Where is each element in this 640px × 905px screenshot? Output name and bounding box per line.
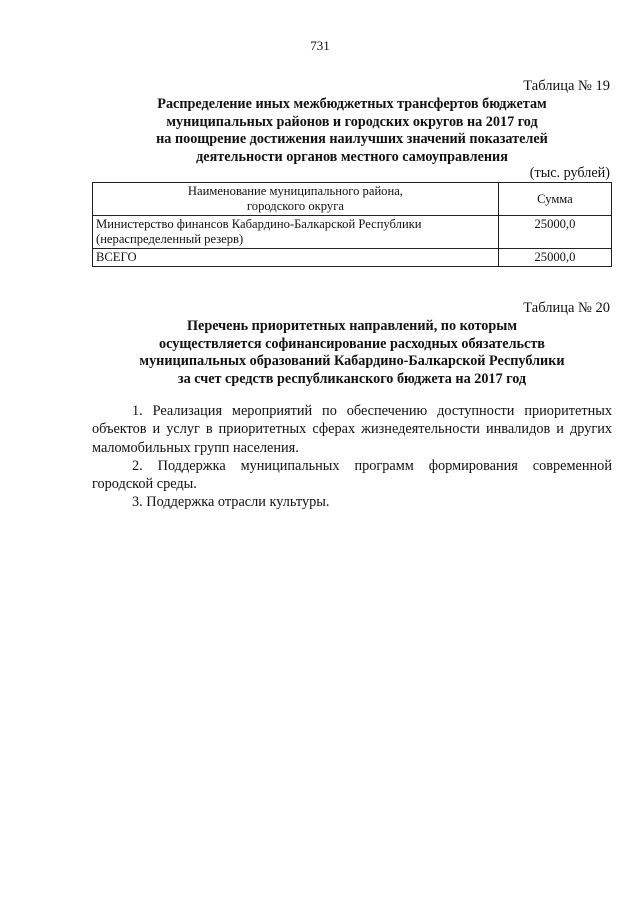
list-item: 2. Поддержка муниципальных программ формирования современной городской среды.: [92, 457, 612, 493]
list-item: 1. Реализация мероприятий по обеспечению доступности приоритетных объектов и услуг в приоритетных сферах жизнедеятельности инвалидов и других маломобильных групп населения.: [92, 403, 612, 456]
table-19-title-line: деятельности органов местного самоуправления: [196, 148, 508, 165]
table-19-title: [92, 96, 612, 166]
table-total-row: [93, 249, 612, 267]
page-number: 731: [310, 38, 330, 53]
header-sum-cell: Сумма: [498, 183, 611, 216]
table-20-title: [92, 318, 612, 388]
priority-directions-list: [92, 402, 612, 512]
table-20-title-line: за счет средств республиканского бюджета на 2017 год: [177, 370, 527, 387]
header-name-cell: [93, 183, 499, 216]
table-19-title-line: на поощрение достижения наилучших значений показателей: [156, 131, 548, 147]
row-name-cell: [93, 216, 499, 249]
units-label: (тыс. рублей): [529, 165, 610, 181]
total-sum-cell: 25000,0: [498, 249, 611, 267]
table-20-label: Таблица № 20: [523, 300, 610, 316]
table-20-title-line: муниципальных образований Кабардино-Балкарской Республики: [139, 353, 565, 369]
table-row: [93, 216, 612, 249]
transfers-table: [92, 182, 612, 267]
row-sum-cell: 25000,0: [498, 216, 611, 249]
table-19-label: Таблица № 19: [523, 78, 610, 94]
row-name-line: (нераспределенный резерв): [96, 232, 244, 246]
list-item: 3. Поддержка отрасли культуры.: [132, 494, 330, 511]
table-20-title-line: Перечень приоритетных направлений, по которым: [186, 318, 518, 334]
header-name-line: городского округа: [246, 199, 344, 213]
total-name-cell: ВСЕГО: [93, 249, 499, 267]
table-19-title-line: муниципальных районов и городских округов на 2017 год: [166, 113, 538, 130]
table-19-title-line: Распределение иных межбюджетных трансфертов бюджетам: [157, 96, 547, 112]
row-name-line: Министерство финансов Кабардино-Балкарской Республики: [96, 217, 422, 231]
table-header-row: [93, 183, 612, 216]
header-name-line: Наименование муниципального района,: [187, 184, 403, 198]
table-20-title-line: осуществляется софинансирование расходных обязательств: [159, 335, 545, 352]
